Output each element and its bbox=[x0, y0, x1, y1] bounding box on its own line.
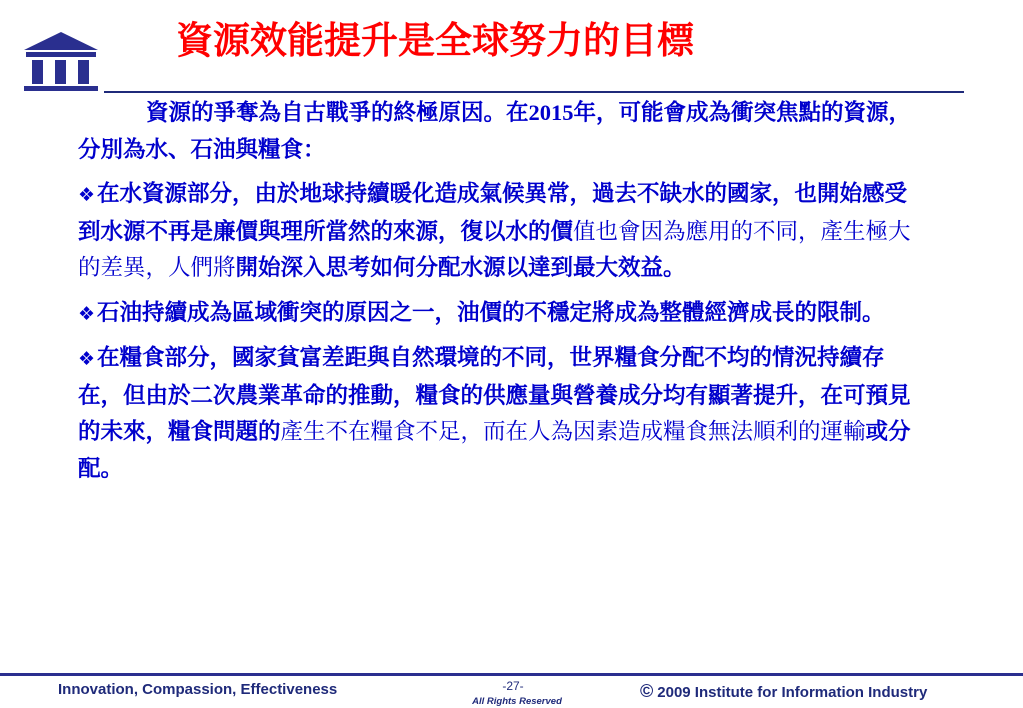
slide-body bbox=[78, 95, 928, 495]
diamond-bullet-icon: ❖ bbox=[78, 184, 96, 206]
diamond-bullet-icon: ❖ bbox=[78, 348, 96, 370]
bullet-oil-text: 石油持續成為區域衝突的原因之一，油價的不穩定將成為整體經濟成長的限制。 bbox=[97, 299, 885, 326]
copyright-icon: © bbox=[640, 681, 654, 701]
bullet-oil bbox=[78, 295, 928, 333]
rights-reserved: All Rights Reserved bbox=[472, 696, 562, 707]
page-number: -27- bbox=[502, 679, 524, 693]
institute-logo-icon bbox=[22, 30, 100, 92]
footer-divider bbox=[0, 673, 1023, 676]
title-divider bbox=[104, 91, 964, 93]
intro-text-after-year: 年，可能會成為衝突焦點的資源，分別為水、石油與糧食： bbox=[78, 100, 912, 163]
footer-tagline: Innovation, Compassion, Effectiveness bbox=[58, 681, 338, 698]
slide-title: 資源效能提升是全球努力的目標 bbox=[176, 19, 694, 62]
diamond-bullet-icon: ❖ bbox=[78, 302, 96, 325]
bullet-water-bold: 在水資源部分，由於地球持續暖化造成氣候異常，過去不缺水的國家，也開始感受到水源不再是廉價與理所當然的來源，復以水的價 bbox=[78, 181, 908, 245]
intro-paragraph bbox=[78, 95, 928, 168]
bullet-food-tail: 或分配。 bbox=[78, 419, 911, 482]
bullet-water-light: 值也會因為應用的不同，產生極大的差異，人們將 bbox=[78, 218, 911, 281]
bullet-water bbox=[78, 176, 928, 287]
footer-copyright bbox=[640, 681, 927, 702]
intro-year: 2015 bbox=[528, 100, 574, 125]
bullet-water-tail: 開始深入思考如何分配水源以達到最大效益。 bbox=[235, 255, 686, 281]
bullet-food-light: 產生不在糧食不足，而在人為因素造成糧食無法順利的運輸 bbox=[280, 419, 866, 445]
bullet-food bbox=[78, 340, 928, 487]
bullet-food-bold: 在糧食部分，國家貧富差距與自然環境的不同，世界糧食分配不均的情況持續存在，但由於二次農業革命的推動，糧食的供應量與營養成分均有顯著提升，在可預見的未來，糧食問題的 bbox=[78, 345, 911, 445]
intro-text-before-year: 資源的爭奪為自古戰爭的終極原因。在 bbox=[146, 100, 529, 126]
copyright-text: 2009 Institute for Information Industry bbox=[657, 684, 928, 701]
